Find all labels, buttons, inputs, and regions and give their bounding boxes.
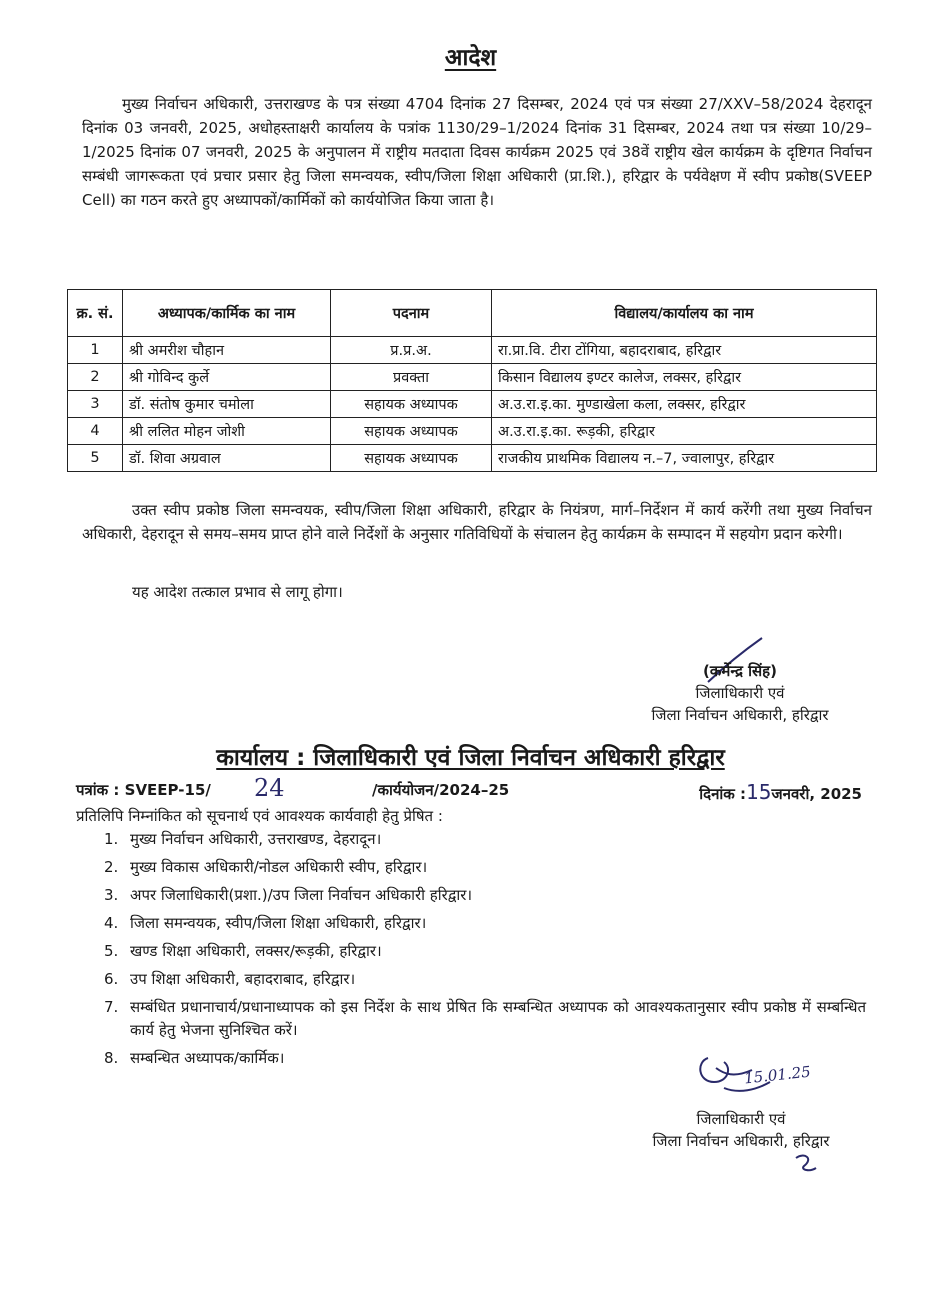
handwritten-date: 15.01.25 [743,1062,812,1088]
signatory-designation-line1: जिलाधिकारी एवं [696,1110,786,1128]
cell-designation: सहायक अध्यापक [331,418,492,445]
cell-school: अ.उ.रा.इ.का. रूड़की, हरिद्वार [492,418,877,445]
order-paragraph-effect: यह आदेश तत्काल प्रभाव से लागू होगा। [132,583,343,601]
list-item: 7. सम्बंधित प्रधानाचार्य/प्रधानाध्यापक को इस निर्देश के साथ प्रेषित कि सम्बन्धित अध्यापक को आवश्यकतानुसार स्वीप प्रकोष्ठ में सम्बन्धित कार्य हेतु भेजना सुनिश्चित करें। [104,998,866,1039]
signatory-name: (कर्मेन्द्र सिंह) [702,662,777,680]
assignment-table [67,289,877,472]
cell-name: श्री अमरीश चौहान [123,337,331,364]
reference-date [699,780,862,804]
cell-name: डॉ. शिवा अग्रवाल [123,445,331,472]
reference-line [76,774,866,806]
list-item: 4. जिला समन्वयक, स्वीप/जिला शिक्षा अधिकारी, हरिद्वार। [104,914,427,932]
list-item: 5. खण्ड शिक्षा अधिकारी, लक्सर/रूड़की, हरिद्वार। [104,942,382,960]
table-row [68,445,877,472]
list-item: 2. मुख्य विकास अधिकारी/नोडल अधिकारी स्वीप, हरिद्वार। [104,858,428,876]
cell-school: रा.प्रा.वि. टीरा टोंगिया, बहादराबाद, हरिद्वार [492,337,877,364]
date-rest: जनवरी, 2025 [771,785,862,803]
reference-number: 24 [254,774,285,802]
list-item: 1. मुख्य निर्वाचन अधिकारी, उत्तराखण्ड, देहरादून। [104,830,382,848]
copy-intro: प्रतिलिपि निम्नांकित को सूचनार्थ एवं आवश्यक कार्यवाही हेतु प्रेषित : [76,807,443,825]
cell-school: किसान विद्यालय इण्टर कालेज, लक्सर, हरिद्वार [492,364,877,391]
date-day: 15 [746,780,772,804]
cell-serial: 4 [68,418,123,445]
cell-name: श्री गोविन्द कुर्ले [123,364,331,391]
table-row [68,337,877,364]
office-heading: कार्यालय : जिलाधिकारी एवं जिला निर्वाचन अधिकारी हरिद्वार [216,745,725,771]
signatory-designation-line2: जिला निर्वाचन अधिकारी, हरिद्वार [652,1132,830,1150]
handwritten-mark-icon [790,1150,820,1180]
table-header-row [68,290,877,337]
table-row [68,418,877,445]
cell-name: डॉ. संतोष कुमार चमोला [123,391,331,418]
cell-designation: प्र.प्र.अ. [331,337,492,364]
table-row [68,391,877,418]
cell-designation: सहायक अध्यापक [331,445,492,472]
signature-block-copy [596,1108,886,1152]
signatory-designation-line2: जिला निर्वाचन अधिकारी, हरिद्वार [651,706,829,724]
header-designation: पदनाम [331,290,492,337]
cell-serial: 5 [68,445,123,472]
date-label: दिनांक : [699,785,747,803]
signatory-designation-line1: जिलाधिकारी एवं [695,684,785,702]
reference-prefix: पत्रांक : SVEEP-15/ [76,781,211,799]
cell-designation: सहायक अध्यापक [331,391,492,418]
cell-designation: प्रवक्ता [331,364,492,391]
table-row [68,364,877,391]
list-item: 6. उप शिक्षा अधिकारी, बहादराबाद, हरिद्वार। [104,970,356,988]
list-item: 3. अपर जिलाधिकारी(प्रशा.)/उप जिला निर्वाचन अधिकारी हरिद्वार। [104,886,473,904]
cell-serial: 3 [68,391,123,418]
header-serial: क्र. सं. [68,290,123,337]
order-title: आदेश [444,45,497,71]
cell-school: राजकीय प्राथमिक विद्यालय न.–7, ज्वालापुर, हरिद्वार [492,445,877,472]
order-paragraph-main: मुख्य निर्वाचन अधिकारी, उत्तराखण्ड के पत्र संख्या 4704 दिनांक 27 दिसम्बर, 2024 एवं पत्र संख्या 27/XXV–58/2024 देहरादून दिनांक 03 जनवरी, 2025, अधोहस्ताक्षरी कार्यालय के पत्रांक 1130/29–1/2024 दिनांक 31 दिसम्बर, 2024 तथा पत्र संख्या 10/29–1/2025 दिनांक 07 जनवरी, 2025 के अनुपालन में राष्ट्रीय मतदाता दिवस कार्यक्रम 2025 एवं 38वें राष्ट्रीय खेल कार्यक्रम के दृष्टिगत निर्वाचन सम्बंधी जागरूकता एवं प्रचार प्रसार हेतु जिला समन्वयक, स्वीप/जिला शिक्षा अधिकारी (प्रा.शि.), हरिद्वार के पर्यवेक्षण में स्वीप प्रकोष्ठ(SVEEP Cell) का गठन करते हुए अध्यापकों/कार्मिकों को कार्ययोजित किया जाता है। [82,95,872,209]
distribution-list [76,828,866,1075]
header-school: विद्यालय/कार्यालय का नाम [492,290,877,337]
signature-block-order [600,660,880,726]
cell-serial: 2 [68,364,123,391]
reference-suffix: /कार्ययोजन/2024–25 [372,781,510,799]
cell-name: श्री ललित मोहन जोशी [123,418,331,445]
cell-school: अ.उ.रा.इ.का. मुण्डाखेला कला, लक्सर, हरिद्वार [492,391,877,418]
list-item: 8. सम्बन्धित अध्यापक/कार्मिक। [104,1049,285,1067]
order-paragraph-instructions: उक्त स्वीप प्रकोष्ठ जिला समन्वयक, स्वीप/जिला शिक्षा अधिकारी, हरिद्वार के नियंत्रण, मार्ग–निर्देशन में कार्य करेंगी तथा मुख्य निर्वाचन अधिकारी, देहरादून से समय–समय प्राप्त होने वाले निर्देशों के अनुसार गतिविधियों के संचालन हेतु कार्यक्रम के सम्पादन में सहयोग प्रदान करेगी। [82,501,872,543]
header-name: अध्यापक/कार्मिक का नाम [123,290,331,337]
cell-serial: 1 [68,337,123,364]
